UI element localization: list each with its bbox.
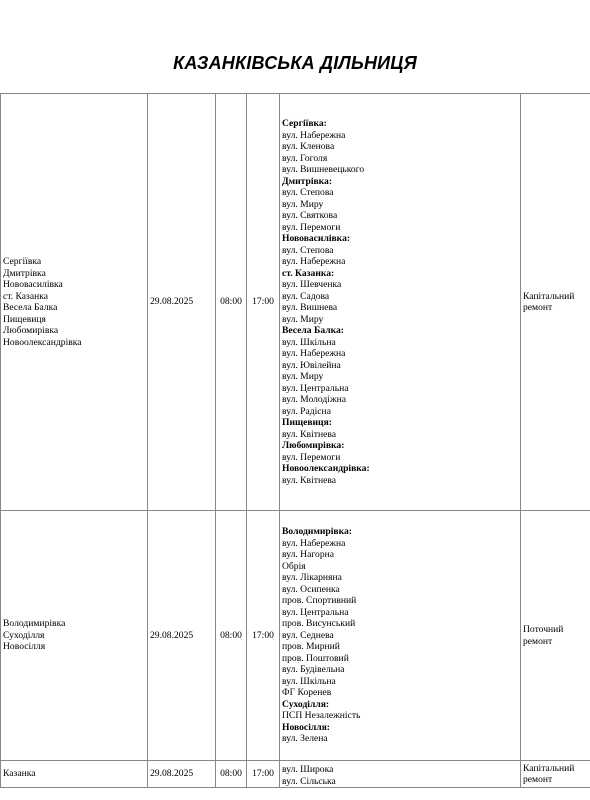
street-name: вул. Центральна: [282, 606, 349, 618]
street-name: Обрія: [282, 560, 306, 572]
street-name: пров. Мирний: [282, 641, 340, 653]
work-type-line: Капітальний: [523, 290, 575, 302]
street-name: вул. Центральна: [282, 382, 349, 394]
street-name: вул. Нагорна: [282, 549, 335, 561]
table-row: [1, 511, 590, 761]
end-time-cell: 17:00: [247, 511, 280, 761]
street-name: вул. Перемоги: [282, 221, 341, 233]
street-name: вул. Лікарняна: [282, 572, 342, 584]
street-name: вул. Осипенка: [282, 583, 340, 595]
street-name: вул. Шкільна: [282, 675, 336, 687]
street-name: вул. Квітнева: [282, 474, 337, 486]
street-name: вул. Садова: [282, 290, 330, 302]
start-time-cell: 08:00: [216, 761, 247, 788]
end-time-cell: 17:00: [247, 94, 280, 511]
street-name: вул. Гоголя: [282, 152, 328, 164]
street-group-heading: Новоолександрівка:: [282, 463, 370, 474]
work-type-cell: [521, 761, 590, 788]
street-name: вул. Сільська: [282, 775, 336, 787]
date-cell: 29.08.2025: [148, 761, 216, 788]
date-cell: 29.08.2025: [148, 511, 216, 761]
village-name: Нововасилівка: [3, 279, 63, 290]
village-name: Новосілля: [3, 641, 46, 653]
street-group-heading: Нововасилівка:: [282, 233, 351, 244]
village-name: Пищевиця: [3, 313, 46, 325]
street-name: пров. Спортивний: [282, 595, 357, 607]
village-name: ст. Казанка: [3, 290, 49, 302]
street-name: пров. Висунський: [282, 618, 356, 630]
street-name: вул. Миру: [282, 313, 324, 325]
street-name: вул. Вишневецького: [282, 164, 365, 175]
streets-cell: [280, 94, 521, 511]
work-type-line: Капітальний: [523, 762, 575, 774]
street-name: вул. Степова: [282, 187, 334, 198]
villages-cell: [1, 761, 148, 788]
street-name: вул. Набережна: [282, 537, 346, 549]
street-name: вул. Широка: [282, 764, 334, 775]
village-name: Володимирівка: [3, 618, 66, 630]
work-type-cell: [521, 94, 590, 511]
village-name: Любомирівка: [3, 325, 59, 336]
table-row: [1, 761, 590, 788]
street-name: вул. Святкова: [282, 210, 338, 221]
street-name: вул. Молодіжна: [282, 394, 346, 405]
street-group-heading: Весела Балка:: [282, 325, 344, 336]
street-group-heading: Пищевиця:: [282, 417, 332, 428]
street-name: вул. Радісна: [282, 405, 331, 417]
table-row: [1, 94, 590, 511]
street-name: вул. Шкільна: [282, 336, 336, 348]
village-name: Сергіївка: [3, 256, 42, 267]
street-name: вул. Будівельна: [282, 664, 345, 676]
street-name: ПСП Незалежність: [282, 710, 361, 722]
date-cell: 29.08.2025: [148, 94, 216, 511]
village-name: Казанка: [3, 768, 36, 780]
street-name: вул. Ювілейна: [282, 359, 341, 371]
villages-cell: [1, 94, 148, 511]
start-time-cell: 08:00: [216, 94, 247, 511]
villages-cell: [1, 511, 148, 761]
street-group-heading: Суходілля:: [282, 698, 330, 710]
street-name: вул. Квітнева: [282, 428, 337, 440]
street-name: пров. Поштовий: [282, 652, 349, 664]
street-name: вул. Набережна: [282, 348, 346, 359]
street-name: вул. Зелена: [282, 733, 328, 745]
street-group-heading: Новосілля:: [282, 721, 331, 733]
work-type-line: ремонт: [523, 302, 553, 313]
street-name: вул. Перемоги: [282, 451, 341, 463]
work-type-cell: [521, 511, 590, 761]
street-group-heading: Дмитрівка:: [282, 175, 333, 187]
street-group-heading: ст. Казанка:: [282, 267, 335, 279]
street-name: вул. Миру: [282, 198, 324, 210]
street-name: вул. Вишнева: [282, 302, 338, 313]
street-name: вул. Миру: [282, 371, 324, 382]
street-name: вул. Набережна: [282, 256, 346, 267]
village-name: Весела Балка: [3, 302, 58, 313]
street-group-heading: Любомирівка:: [282, 440, 345, 451]
page-title: КАЗАНКІВСЬКА ДІЛЬНИЦЯ: [173, 53, 417, 73]
street-name: вул. Степова: [282, 244, 334, 256]
streets-cell: [280, 761, 521, 788]
street-name: вул. Кленова: [282, 141, 335, 152]
streets-cell: [280, 511, 521, 761]
street-group-heading: Сергіївка:: [282, 118, 327, 129]
work-type-line: ремонт: [523, 635, 553, 647]
schedule-table: [0, 93, 590, 788]
street-name: вул. Набережна: [282, 129, 346, 141]
street-name: ФГ Коренев: [282, 687, 332, 699]
street-name: вул. Шевченка: [282, 279, 342, 290]
work-type-line: ремонт: [523, 774, 553, 785]
village-name: Новоолександрівка: [3, 336, 82, 348]
street-group-heading: Володимирівка:: [282, 526, 352, 538]
village-name: Дмитрівка: [3, 267, 46, 279]
end-time-cell: 17:00: [247, 761, 280, 788]
village-name: Суходілля: [3, 629, 45, 641]
work-type-line: Поточний: [523, 624, 564, 635]
street-name: вул. Седнева: [282, 629, 334, 641]
start-time-cell: 08:00: [216, 511, 247, 761]
